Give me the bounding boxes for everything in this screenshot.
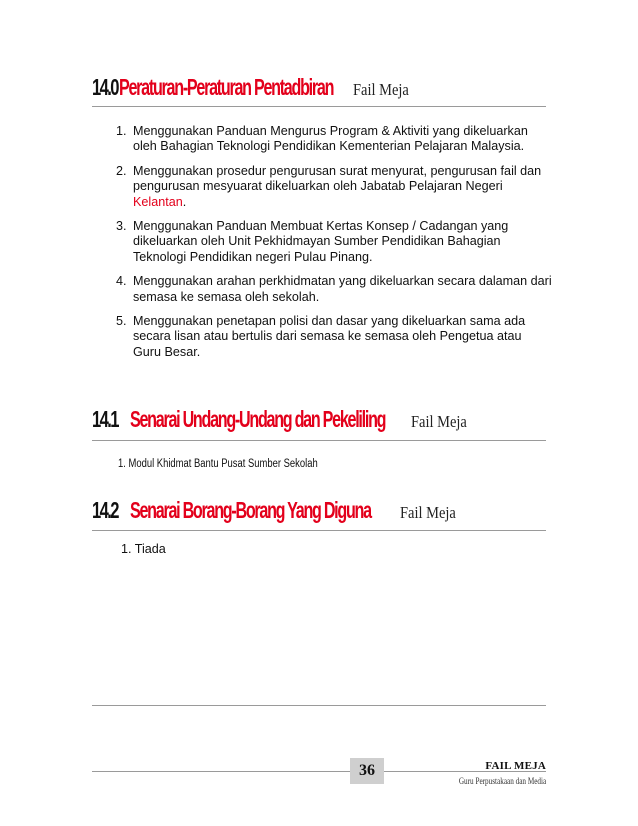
list-item: 1. Menggunakan Panduan Mengurus Program & Aktiviti yang dikeluarkan oleh Bahagian Teknologi Pendidikan Kementerian Pelajaran Malaysia. [116, 124, 528, 154]
footer-subtitle: Guru Perpustakaan dan Media [458, 776, 546, 786]
section-tag: Fail Meja [400, 503, 456, 522]
list-item: 4. Menggunakan arahan perkhidmatan yang dikeluarkan secara dalaman dari semasa ke semasa oleh sekolah. [116, 274, 552, 304]
footer-rule [92, 771, 546, 772]
section-title: Senarai Borang-Borang Yang Diguna [129, 497, 371, 523]
heading-rule [92, 440, 546, 441]
section-title: Senarai Undang-Undang dan Pekeliling [129, 406, 386, 432]
section-number: 14.0 [92, 74, 118, 100]
heading-rule [92, 106, 546, 107]
list-item: 3. Menggunakan Panduan Membuat Kertas Konsep / Cadangan yang dikeluarkan oleh Unit Pekhidmayan Sumber Pendidikan Bahagian Teknologi Pendidikan negeri Pulau Pinang. [116, 219, 509, 264]
footer-title: FAIL MEJA [485, 760, 546, 772]
section-number: 14.1 [92, 406, 118, 432]
section-tag: Fail Meja [352, 80, 409, 99]
section-14-2-heading [92, 497, 466, 524]
bottom-rule [92, 705, 546, 706]
section-14-0-heading [92, 74, 419, 101]
section-title: Peraturan-Peraturan Pentadbiran [118, 74, 334, 100]
section-14-1-heading [92, 406, 476, 433]
heading-rule [92, 530, 546, 531]
highlight-text: Kelantan [133, 194, 183, 209]
section-number: 14.2 [92, 497, 118, 523]
section-tag: Fail Meja [410, 412, 467, 431]
page-number: 36 [350, 758, 384, 784]
list-item: 2. Menggunakan prosedur pengurusan surat menyurat, pengurusan fail dan pengurusan mesyuarat dikeluarkan oleh Jabatab Pelajaran Negeri Kelantan. [116, 163, 542, 209]
law-list-item: 1. Modul Khidmat Bantu Pusat Sumber Sekolah [118, 458, 318, 470]
regulations-list [92, 124, 552, 369]
list-item: 5. Menggunakan penetapan polisi dan dasar yang dikeluarkan sama ada secara lisan atau bertulis dari semasa ke semasa oleh Pengetua atau Guru Besar. [116, 314, 526, 359]
forms-list-item: 1. Tiada [121, 542, 166, 556]
